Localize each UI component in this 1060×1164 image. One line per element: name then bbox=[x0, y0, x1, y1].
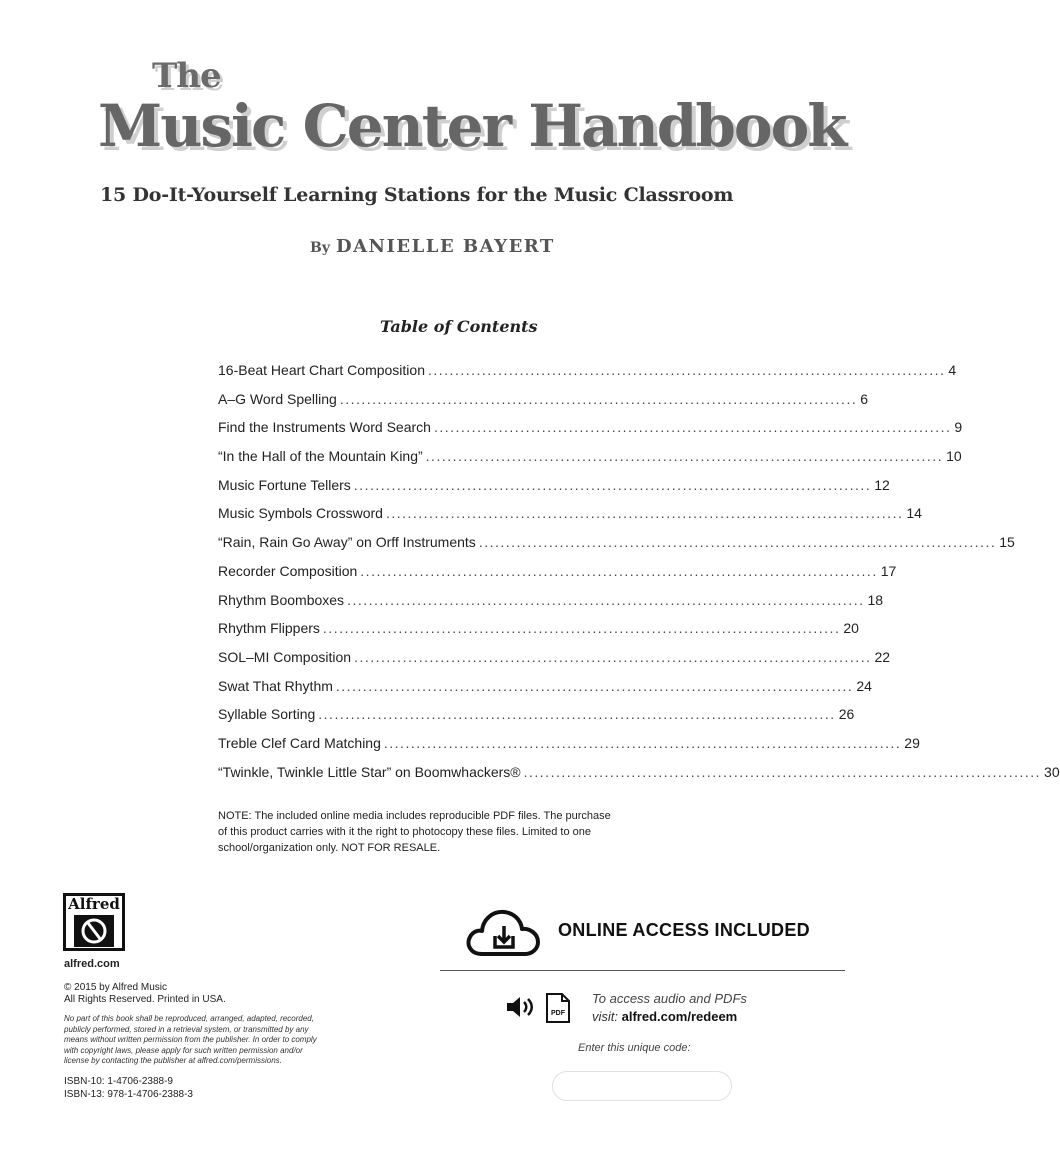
isbn-13: ISBN-13: 978-1-4706-2388-3 bbox=[64, 1088, 193, 1100]
toc-entry bbox=[218, 419, 963, 448]
pdf-file-icon bbox=[545, 993, 571, 1023]
legal-line: publicly performed, stored in a retrieval system, or transmitted by any bbox=[64, 1024, 309, 1034]
page-title: Music Center Handbook bbox=[98, 92, 846, 160]
toc-entry-page: 20 bbox=[843, 620, 859, 637]
toc-entry bbox=[218, 505, 922, 534]
toc-leader-dots: ................................................................................................ bbox=[383, 734, 902, 751]
toc-entry bbox=[218, 620, 859, 649]
toc-leader-dots: ................................................................................................ bbox=[318, 706, 836, 723]
author-name: DANIELLE BAYERT bbox=[335, 236, 555, 257]
toc-leader-dots: ................................................................................................ bbox=[425, 448, 944, 465]
alfred-logo-text: Alfred bbox=[68, 895, 120, 913]
toc-entry-title: SOL–MI Composition bbox=[218, 648, 352, 665]
toc-entry bbox=[218, 763, 1060, 793]
copyright-line: All Rights Reserved. Printed in USA. bbox=[64, 994, 226, 1005]
toc-entry-title: Rhythm Boomboxes bbox=[218, 591, 345, 608]
access-instructions: To access audio and PDFs bbox=[592, 991, 747, 1006]
toc-leader-dots: ................................................................................................ bbox=[335, 677, 854, 694]
pdf-icon-text: PDF bbox=[551, 1010, 565, 1017]
toc-entry-title: Rhythm Flippers bbox=[218, 620, 320, 637]
legal-line: means without written permission from the publisher. In order to comply bbox=[64, 1035, 317, 1044]
note bbox=[218, 808, 668, 856]
toc-entry bbox=[218, 677, 872, 707]
toc-entry-page: 9 bbox=[954, 419, 963, 436]
toc-entry-page: 30 bbox=[1044, 763, 1060, 780]
isbn bbox=[64, 1076, 193, 1101]
toc-entry-title: “Rain, Rain Go Away” on Orff Instruments bbox=[218, 534, 476, 551]
toc-entry-title: Music Fortune Tellers bbox=[218, 476, 351, 493]
toc-heading: Table of Contents bbox=[380, 317, 538, 336]
toc-leader-dots: ................................................................................................ bbox=[385, 505, 904, 522]
publisher-url: alfred.com bbox=[64, 958, 120, 970]
legal-line: license by contacting the publisher at alfred.com/permissions. bbox=[64, 1056, 282, 1065]
toc-entry bbox=[218, 591, 884, 621]
toc-entry bbox=[218, 534, 1015, 563]
code-label: Enter this unique code: bbox=[578, 1042, 691, 1054]
online-access-label: ONLINE ACCESS INCLUDED bbox=[558, 920, 810, 940]
toc-leader-dots: ................................................................................................ bbox=[354, 648, 872, 665]
toc-leader-dots: ................................................................................................ bbox=[322, 620, 841, 637]
toc-entry bbox=[218, 476, 890, 506]
toc-leader-dots: ................................................................................................ bbox=[478, 534, 997, 551]
toc-entry-title: A–G Word Spelling bbox=[218, 390, 337, 407]
note-line: of this product carries with it the right to photocopy these files. Limited to one bbox=[218, 826, 591, 838]
redeem-link[interactable]: alfred.com/redeem bbox=[621, 1009, 738, 1024]
alfred-emblem-icon bbox=[74, 915, 114, 947]
toc-leader-dots: ................................................................................................ bbox=[353, 476, 872, 493]
toc-leader-dots: ................................................................................................ bbox=[433, 419, 952, 436]
toc-entry bbox=[218, 734, 920, 764]
table-of-contents bbox=[218, 362, 1060, 792]
toc-entry-page: 6 bbox=[860, 390, 869, 407]
toc-entry-page: 17 bbox=[880, 562, 897, 579]
toc-entry-title: Recorder Composition bbox=[218, 562, 358, 579]
toc-leader-dots: ................................................................................................ bbox=[360, 562, 878, 579]
toc-entry-title: Treble Clef Card Matching bbox=[218, 734, 381, 751]
toc-leader-dots: ................................................................................................ bbox=[347, 591, 865, 608]
toc-leader-dots: ................................................................................................ bbox=[339, 390, 858, 407]
subtitle: 15 Do-It-Yourself Learning Stations for the Music Classroom bbox=[100, 184, 734, 206]
toc-entry-page: 18 bbox=[867, 591, 884, 608]
toc-leader-dots: ................................................................................................ bbox=[428, 362, 946, 378]
cloud-download-icon bbox=[464, 902, 544, 962]
toc-entry-page: 15 bbox=[999, 534, 1015, 551]
note-line: school/organization only. NOT FOR RESALE. bbox=[218, 842, 441, 854]
legal-line: No part of this book shall be reproduced, arranged, adapted, recorded, bbox=[64, 1014, 314, 1023]
toc-leader-dots: ................................................................................................ bbox=[523, 763, 1042, 780]
speaker-icon bbox=[505, 995, 535, 1019]
toc-entry-title: Swat That Rhythm bbox=[218, 677, 333, 694]
divider bbox=[440, 970, 845, 971]
toc-entry bbox=[218, 390, 869, 420]
access-visit-line bbox=[592, 1009, 737, 1024]
toc-entry-page: 29 bbox=[904, 734, 920, 751]
toc-entry-title: “Twinkle, Twinkle Little Star” on Boomwhackers® bbox=[218, 763, 521, 780]
toc-entry-title: 16-Beat Heart Chart Composition bbox=[218, 362, 425, 378]
toc-entry-page: 10 bbox=[946, 448, 962, 465]
copyright bbox=[64, 982, 424, 1006]
toc-entry-title: “In the Hall of the Mountain King” bbox=[218, 448, 423, 465]
toc-entry bbox=[218, 648, 891, 678]
isbn-10: ISBN-10: 1-4706-2388-9 bbox=[64, 1076, 173, 1087]
toc-entry bbox=[218, 448, 962, 477]
legal-notice bbox=[64, 1014, 424, 1067]
toc-entry-title: Syllable Sorting bbox=[218, 706, 316, 723]
toc-entry-title: Music Symbols Crossword bbox=[218, 505, 383, 522]
visit-label: visit: bbox=[592, 1009, 618, 1024]
toc-entry bbox=[218, 706, 855, 735]
byline-by: By bbox=[310, 240, 330, 256]
alfred-logo bbox=[63, 893, 125, 951]
toc-entry bbox=[218, 362, 957, 391]
toc-entry-page: 24 bbox=[856, 677, 872, 694]
toc-entry-page: 4 bbox=[948, 362, 957, 378]
note-line: NOTE: The included online media includes reproducible PDF files. The purchase bbox=[218, 810, 611, 822]
toc-entry-page: 22 bbox=[874, 648, 891, 665]
copyright-line: © 2015 by Alfred Music bbox=[64, 982, 167, 993]
legal-line: with copyright laws, please apply for such written permission and/or bbox=[64, 1045, 303, 1055]
unique-code-field[interactable] bbox=[552, 1071, 732, 1101]
toc-entry bbox=[218, 562, 897, 592]
toc-entry-page: 14 bbox=[906, 505, 922, 522]
toc-entry-title: Find the Instruments Word Search bbox=[218, 419, 431, 436]
toc-entry-page: 26 bbox=[838, 706, 855, 723]
byline bbox=[310, 236, 555, 257]
title-prefix: The bbox=[152, 56, 221, 96]
toc-entry-page: 12 bbox=[874, 476, 890, 493]
